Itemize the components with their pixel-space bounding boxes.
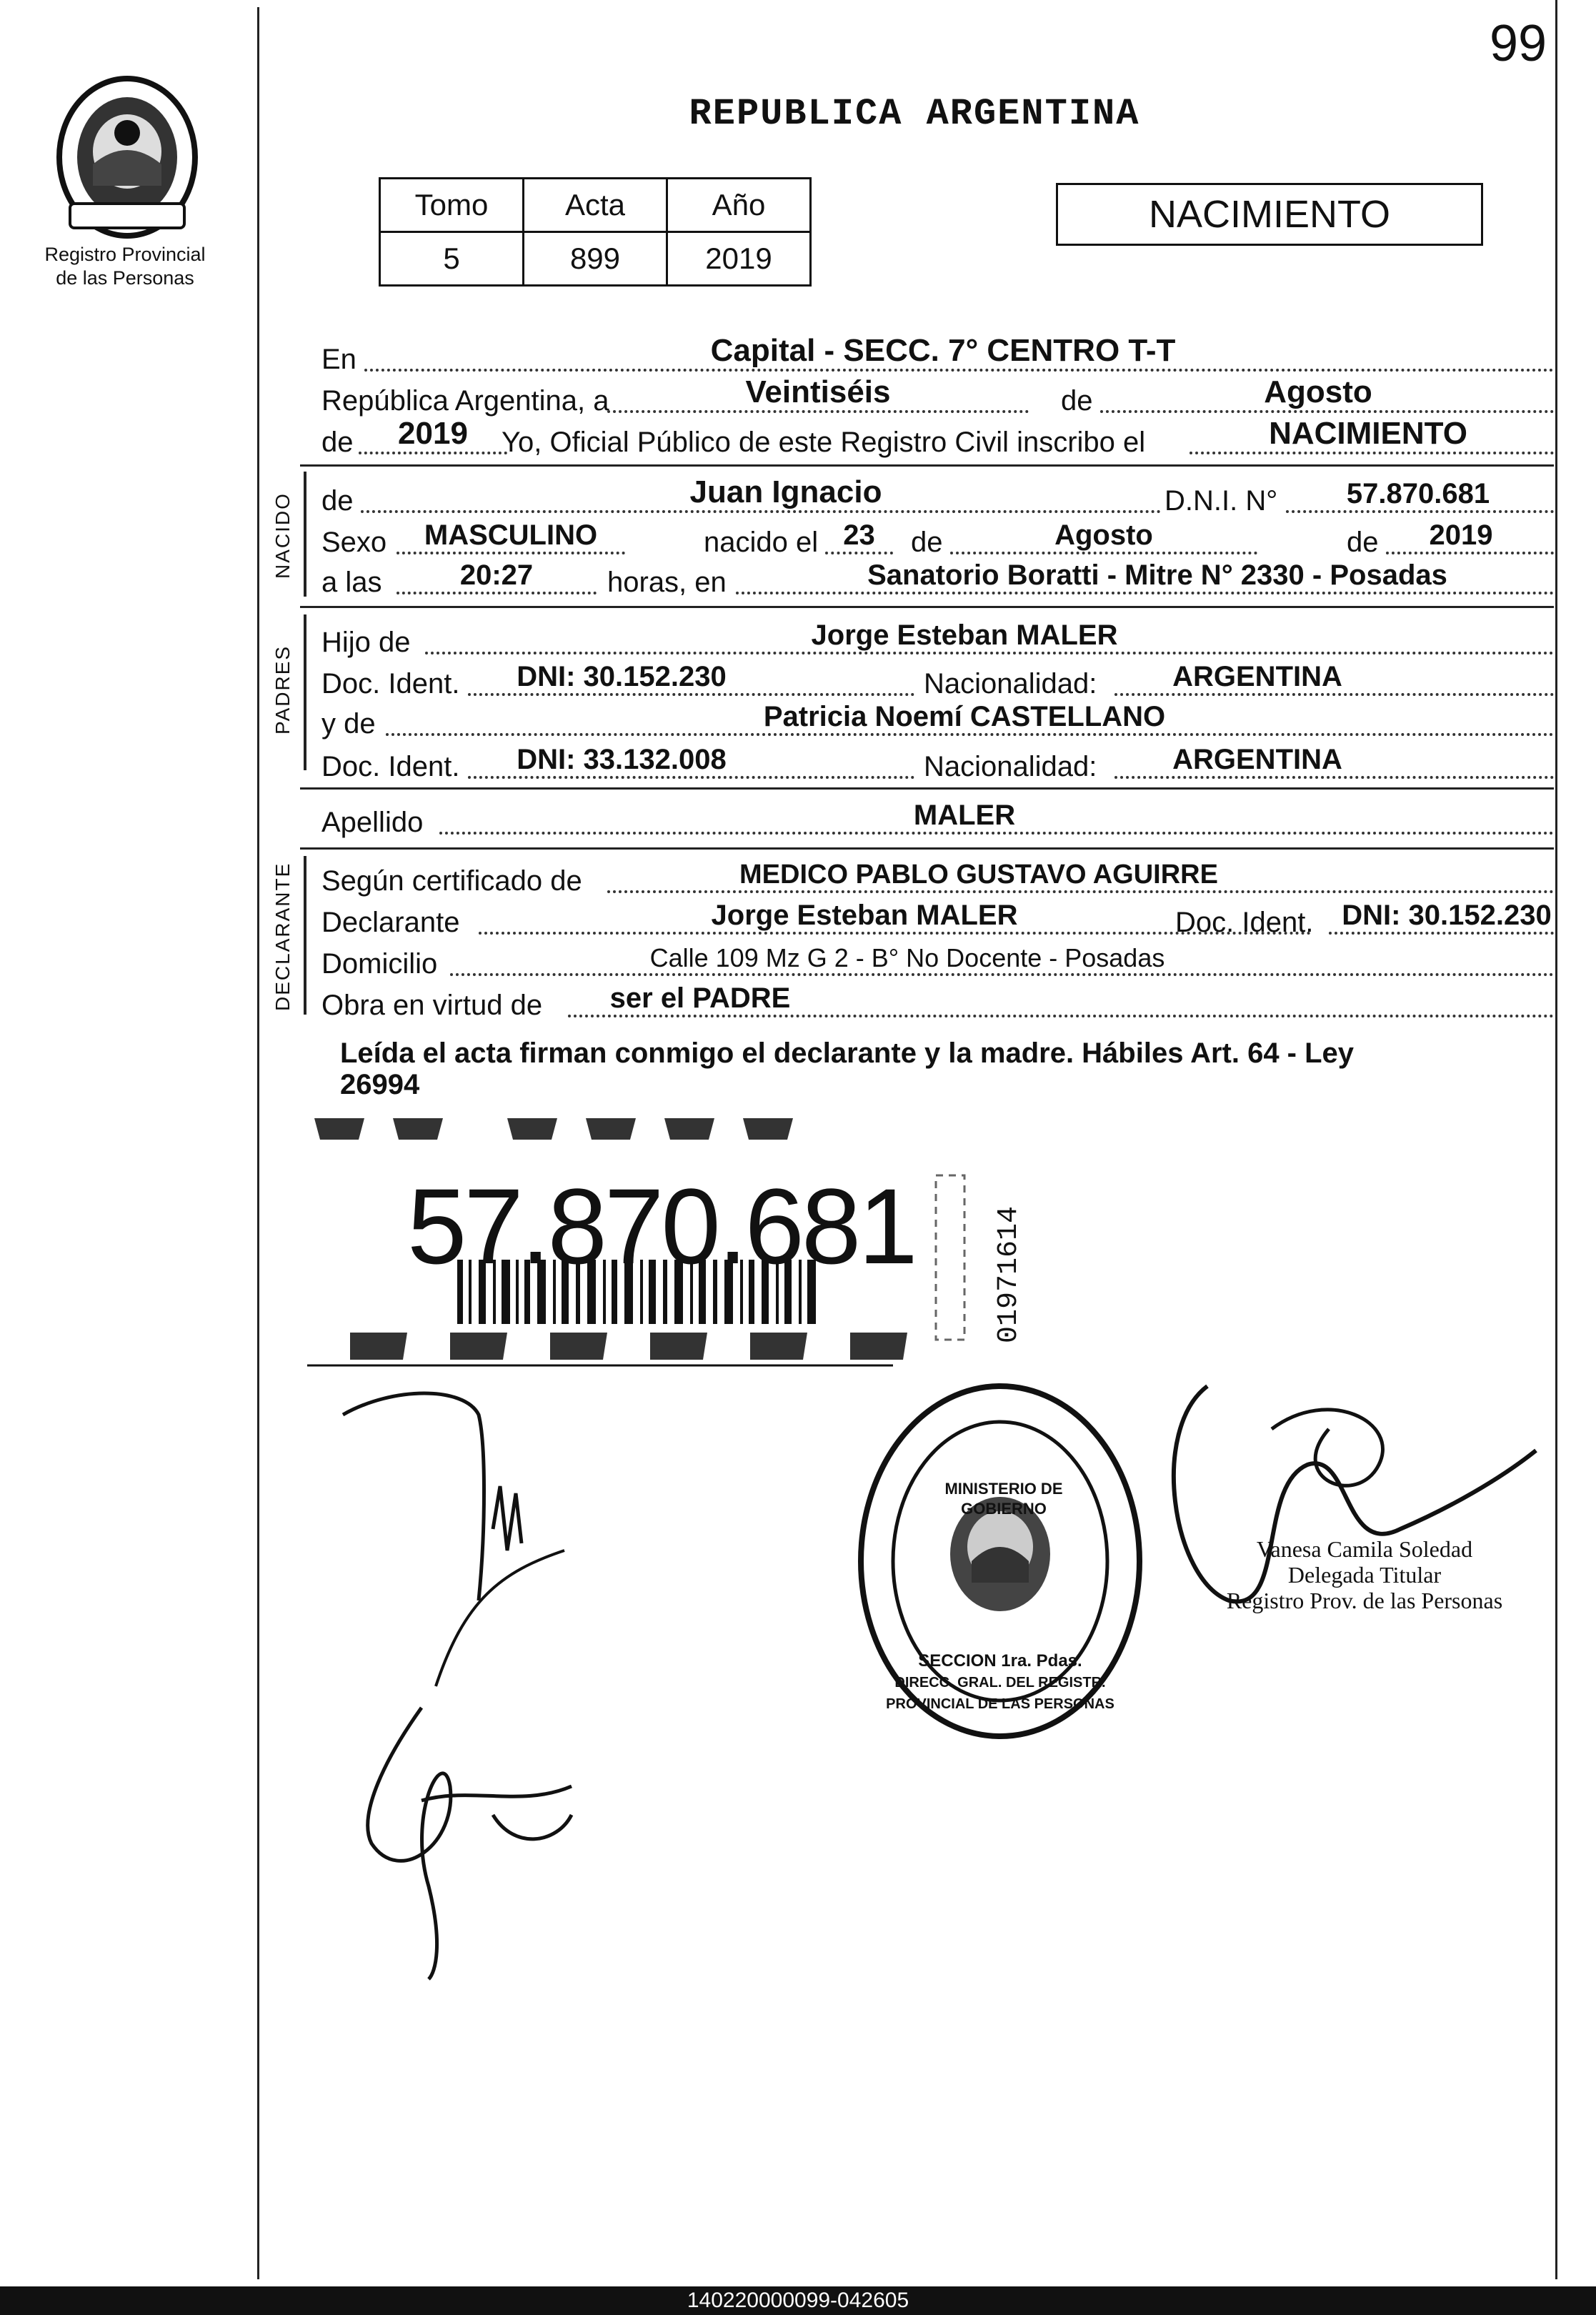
apellido-row bbox=[321, 799, 1554, 839]
declarante-side-label: DECLARANTE bbox=[271, 862, 294, 1011]
seal-bottom-text: SECCION 1ra. Pdas. bbox=[918, 1651, 1082, 1671]
registrar-stamp-name: Vanesa Camila Soledad bbox=[1256, 1536, 1473, 1562]
logo-label-line-1: Registro Provincial bbox=[44, 244, 206, 265]
dni-label: D.N.I. N° bbox=[1164, 485, 1278, 517]
padres-row-father-doc bbox=[321, 660, 1554, 700]
nacido-bracket bbox=[304, 472, 306, 597]
horas-label: horas, en bbox=[607, 567, 727, 598]
de-label: de bbox=[1061, 385, 1093, 417]
birth-day-value: 23 bbox=[843, 519, 875, 551]
padres-row-mother bbox=[321, 700, 1554, 740]
divider-1 bbox=[300, 464, 1554, 467]
month-value: Agosto bbox=[1264, 374, 1372, 409]
intro-row-fecha bbox=[321, 374, 1554, 417]
document-title: REPUBLICA ARGENTINA bbox=[689, 93, 1140, 135]
nacido-de-label-2: de bbox=[911, 527, 943, 558]
padres-row-mother-doc bbox=[321, 743, 1554, 783]
child-name-value: Juan Ignacio bbox=[689, 474, 882, 509]
logo-label-line-2: de las Personas bbox=[56, 267, 194, 289]
mother-doc-label: Doc. Ident. bbox=[321, 751, 460, 782]
anio-value: 2019 bbox=[667, 232, 811, 286]
declarante-row-name bbox=[321, 899, 1554, 939]
sexo-label: Sexo bbox=[321, 527, 387, 558]
tomo-header: Tomo bbox=[380, 179, 524, 232]
registrar-stamp-role: Delegada Titular bbox=[1287, 1562, 1442, 1588]
divider-4 bbox=[300, 847, 1554, 850]
declarante-value: Jorge Esteban MALER bbox=[711, 900, 1018, 931]
seal-ring-text-line: DIRECC. GRAL. DEL REGISTR. PROVINCIAL DE LAS PERSONAS bbox=[886, 1675, 1114, 1712]
nacido-row-sexo bbox=[321, 519, 1554, 559]
obra-value: ser el PADRE bbox=[609, 982, 791, 1014]
father-nat-label: Nacionalidad: bbox=[924, 668, 1097, 700]
apellido-value: MALER bbox=[913, 800, 1016, 831]
padres-bracket bbox=[304, 614, 306, 770]
divider-2 bbox=[300, 606, 1554, 608]
oficial-text: Yo, Oficial Público de este Registro Civil inscribo el bbox=[502, 427, 1146, 458]
seal-inner-text bbox=[904, 1479, 1104, 1519]
apellido-label: Apellido bbox=[321, 807, 424, 838]
place-value: Capital - SECC. 7° CENTRO T-T bbox=[710, 333, 1176, 368]
reading-note-line-2: 26994 bbox=[340, 1069, 420, 1100]
y-de-label: y de bbox=[321, 708, 376, 740]
nacido-row-hora bbox=[321, 559, 1554, 599]
de-label-2: de bbox=[321, 427, 354, 458]
en-label: En bbox=[321, 344, 356, 375]
declarante-doc-value: DNI: 30.152.230 bbox=[1342, 900, 1552, 931]
reading-note bbox=[340, 1037, 1526, 1100]
father-name-value: Jorge Esteban MALER bbox=[811, 619, 1118, 651]
birth-month-value: Agosto bbox=[1054, 519, 1153, 551]
logo-label bbox=[29, 243, 221, 290]
document-footer-id: 140220000099-042605 bbox=[0, 2286, 1596, 2315]
sexo-value: MASCULINO bbox=[424, 519, 598, 551]
birth-time-value: 20:27 bbox=[459, 559, 534, 591]
declarant-signatures bbox=[329, 1386, 629, 1986]
mother-nat-value: ARGENTINA bbox=[1172, 744, 1342, 775]
right-margin-line bbox=[1555, 0, 1557, 2279]
father-nat-value: ARGENTINA bbox=[1172, 661, 1342, 692]
republica-label: República Argentina, a bbox=[321, 385, 609, 417]
father-doc-value: DNI: 30.152.230 bbox=[517, 661, 727, 692]
record-type-box: NACIMIENTO bbox=[1056, 183, 1483, 246]
acta-header: Acta bbox=[524, 179, 667, 232]
left-margin-line bbox=[257, 7, 259, 2279]
seal-inner-text-line: MINISTERIO DE GOBIERNO bbox=[944, 1480, 1063, 1518]
nacido-de-label-3: de bbox=[1347, 527, 1379, 558]
tomo-value: 5 bbox=[380, 232, 524, 286]
declarante-bracket bbox=[304, 856, 306, 1015]
father-doc-label: Doc. Ident. bbox=[321, 668, 460, 700]
divider-3 bbox=[300, 787, 1554, 790]
declarante-row-obra bbox=[321, 982, 1554, 1022]
birth-year-value: 2019 bbox=[1429, 519, 1493, 551]
a-las-label: a las bbox=[321, 567, 382, 598]
mother-name-value: Patricia Noemí CASTELLANO bbox=[763, 701, 1166, 732]
certificado-value: MEDICO PABLO GUSTAVO AGUIRRE bbox=[739, 860, 1218, 890]
registrar-stamp-office: Registro Prov. de las Personas bbox=[1226, 1588, 1503, 1613]
mother-nat-label: Nacionalidad: bbox=[924, 751, 1097, 782]
domicilio-label: Domicilio bbox=[321, 948, 438, 980]
registrar-stamp bbox=[1207, 1536, 1522, 1613]
declarante-doc-label: Doc. Ident. bbox=[1175, 907, 1314, 938]
mother-doc-value: DNI: 33.132.008 bbox=[517, 744, 727, 775]
declarante-row-domicilio bbox=[321, 940, 1554, 980]
dni-sticker-number: 57.870.681 bbox=[407, 1166, 915, 1286]
padres-row-father bbox=[321, 619, 1554, 659]
obra-label: Obra en virtud de bbox=[321, 990, 543, 1021]
certificado-label: Según certificado de bbox=[321, 865, 582, 897]
record-table bbox=[379, 177, 812, 287]
year-value: 2019 bbox=[398, 416, 468, 451]
sticker-serial: 01971614 bbox=[993, 1205, 1025, 1343]
birth-place-value: Sanatorio Boratti - Mitre N° 2330 - Posadas bbox=[867, 559, 1447, 591]
page-number: 99 bbox=[1490, 15, 1547, 72]
day-words-value: Veintiséis bbox=[745, 374, 891, 409]
nacido-de-label: de bbox=[321, 485, 354, 517]
child-dni-value: 57.870.681 bbox=[1346, 478, 1490, 509]
intro-row-inscribo bbox=[321, 416, 1554, 459]
domicilio-value: Calle 109 Mz G 2 - B° No Docente - Posadas bbox=[649, 943, 1165, 972]
registrar-signature bbox=[1164, 1343, 1550, 1715]
provincia-misiones-logo bbox=[49, 71, 206, 243]
nacido-el-label: nacido el bbox=[704, 527, 819, 558]
hijo-de-label: Hijo de bbox=[321, 627, 411, 658]
nacido-row-name bbox=[321, 474, 1554, 517]
declarante-row-cert bbox=[321, 857, 1554, 897]
anio-header: Año bbox=[667, 179, 811, 232]
intro-row-en bbox=[321, 333, 1554, 376]
padres-side-label: PADRES bbox=[271, 644, 294, 735]
seal-ring-text bbox=[868, 1651, 1132, 1715]
act-type-value: NACIMIENTO bbox=[1269, 416, 1467, 451]
reading-note-line-1: Leída el acta firman conmigo el declarante y la madre. Hábiles Art. 64 - Ley bbox=[340, 1037, 1355, 1069]
declarante-label: Declarante bbox=[321, 907, 460, 938]
acta-value: 899 bbox=[524, 232, 667, 286]
nacido-side-label: NACIDO bbox=[271, 492, 294, 579]
